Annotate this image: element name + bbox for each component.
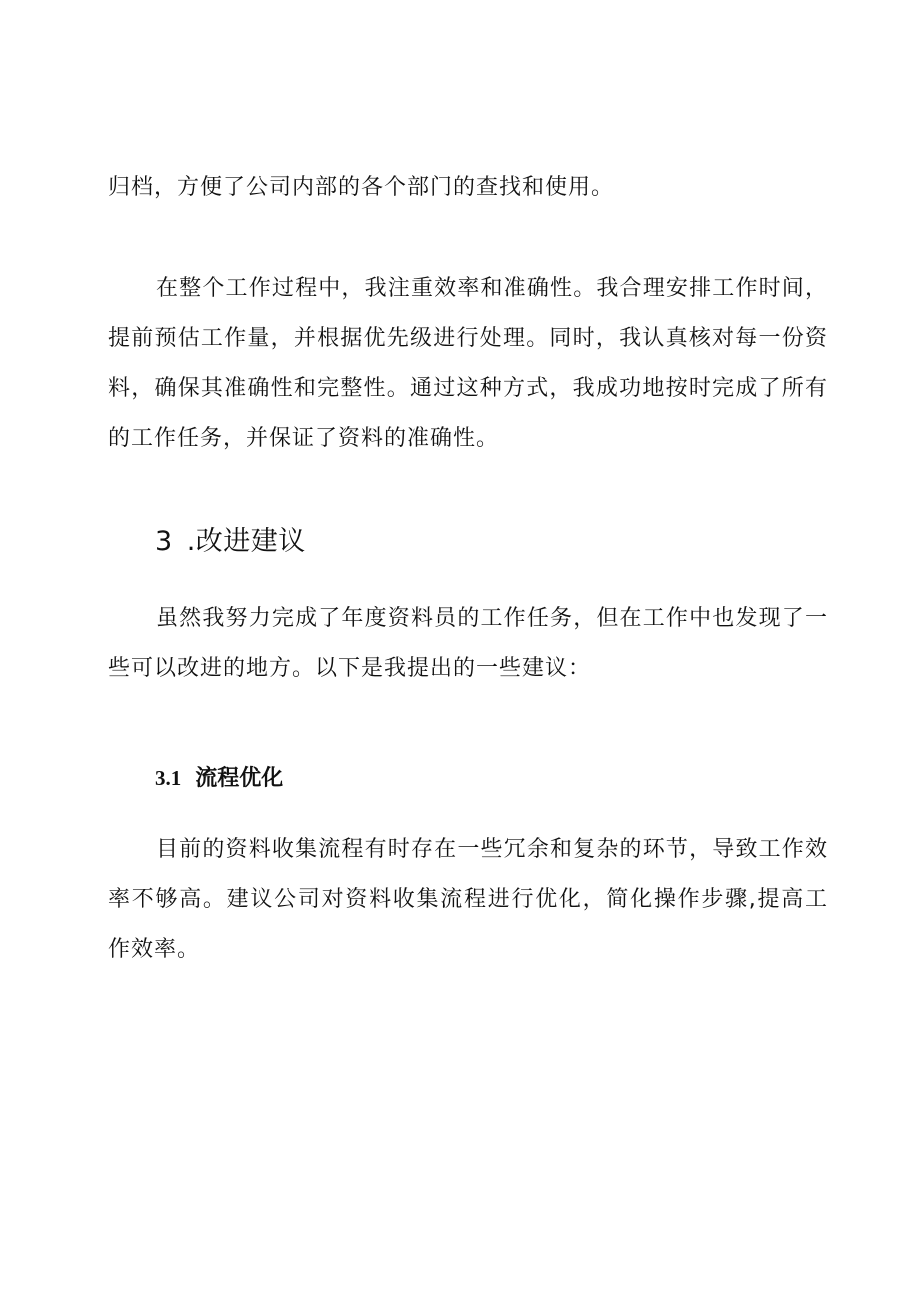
section-3-heading (155, 522, 306, 562)
paragraph-improvement-intro: 虽然我努力完成了年度资料员的工作任务，但在工作中也发现了一些可以改进的地方。以下是我提出的一些建议： (108, 606, 828, 681)
section-3-1-heading (155, 760, 283, 797)
section-3-number: 3 (155, 526, 173, 557)
section-3-title: .改进建议 (186, 526, 306, 557)
paragraph-process-optimization: 目前的资料收集流程有时存在一些冗余和复杂的环节，导致工作效率不够高。建议公司对资料收集流程进行优化，简化操作步骤,提高工作效率。 (108, 837, 828, 962)
section-3-1-number: 3.1 (155, 766, 182, 790)
section-3-1-title: 流程优化 (195, 766, 284, 791)
paragraph-efficiency: 在整个工作过程中，我注重效率和准确性。我合理安排工作时间，提前预估工作量，并根据优先级进行处理。同时，我认真核对每一份资料，确保其准确性和完整性。通过这种方式，我成功地按时完成了所有的工作任务，并保证了资料的准确性。 (108, 276, 828, 451)
paragraph-archive-continued: 归档，方便了公司内部的各个部门的查找和使用。 (108, 175, 615, 200)
